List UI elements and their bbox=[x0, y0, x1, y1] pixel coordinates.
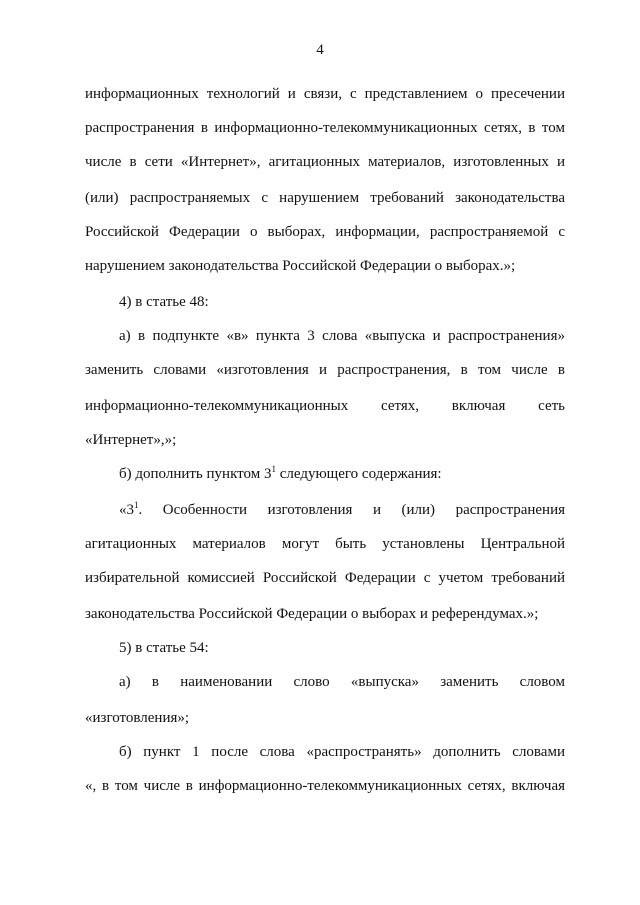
text-line: законодательства Российской Федерации о выборах и референдумах.»; bbox=[85, 606, 539, 622]
text-line: 4) в статье 48: bbox=[119, 294, 209, 310]
text-line: «изготовления»; bbox=[85, 710, 190, 726]
text-line: распространения в информационно-телекоммуникационных сетях, в том bbox=[85, 120, 565, 136]
text-fragment: . Особенности изготовления и (или) распространения bbox=[138, 502, 565, 518]
superscript: 1 bbox=[134, 500, 139, 510]
text-fragment: б) дополнить пунктом 3 bbox=[119, 466, 272, 482]
text-line bbox=[119, 464, 565, 484]
page-number: 4 bbox=[316, 42, 324, 58]
text-line: Российской Федерации о выборах, информации, распространяемой с bbox=[85, 224, 565, 240]
text-line: избирательной комиссией Российской Федерации с учетом требований bbox=[85, 570, 565, 586]
text-line: 5) в статье 54: bbox=[119, 640, 209, 656]
text-line: «, в том числе в информационно-телекоммуникационных сетях, включая bbox=[85, 778, 565, 794]
text-line: заменить словами «изготовления и распространения, в том числе в bbox=[85, 362, 565, 378]
text-fragment: «3 bbox=[119, 502, 134, 518]
text-line: агитационных материалов могут быть установлены Центральной bbox=[85, 536, 565, 552]
text-line: «Интернет»,»; bbox=[85, 432, 177, 448]
text-line: (или) распространяемых с нарушением требований законодательства bbox=[85, 190, 565, 206]
text-line: информационно-телекоммуникационных сетях, включая сеть bbox=[85, 398, 565, 414]
text-line: информационных технологий и связи, с представлением о пресечении bbox=[85, 86, 565, 102]
text-line bbox=[119, 500, 565, 520]
text-line: а) в подпункте «в» пункта 3 слова «выпуска и распространения» bbox=[119, 328, 565, 344]
text-line: б) пункт 1 после слова «распространять» дополнить словами bbox=[119, 744, 565, 760]
text-fragment: следующего содержания: bbox=[275, 466, 442, 482]
text-line: нарушением законодательства Российской Федерации о выборах.»; bbox=[85, 258, 516, 274]
superscript: 1 bbox=[271, 464, 276, 474]
text-line: а) в наименовании слово «выпуска» заменить словом bbox=[119, 674, 565, 690]
text-line: числе в сети «Интернет», агитационных материалов, изготовленных и bbox=[85, 154, 565, 170]
